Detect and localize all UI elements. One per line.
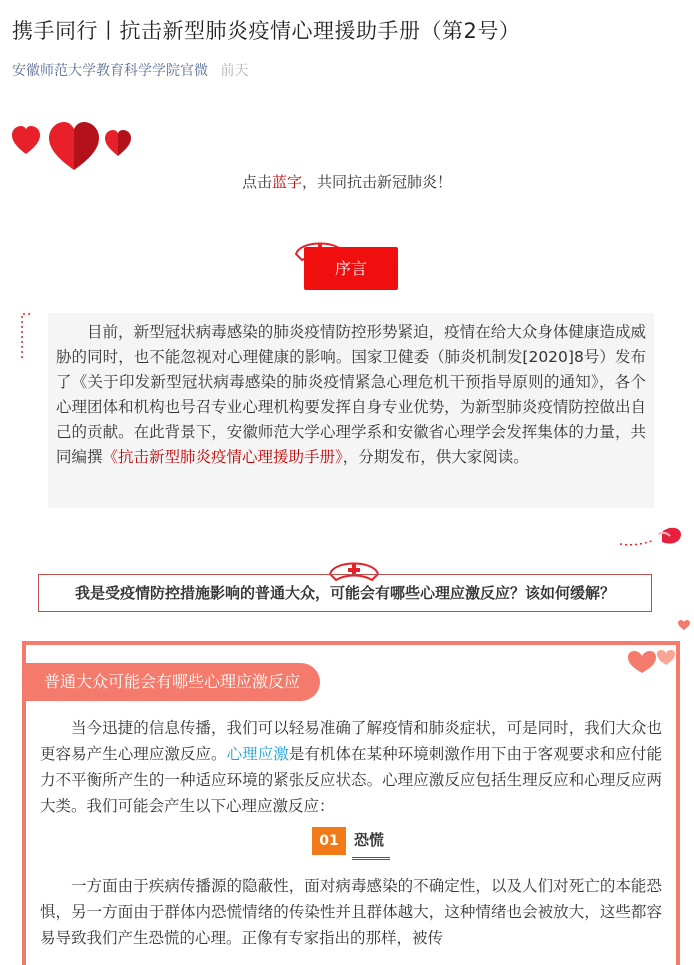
preface-label: 序言 xyxy=(304,247,398,290)
article-meta xyxy=(12,60,248,82)
item-number-badge: 01 xyxy=(312,827,346,855)
follow-suffix: ，共同抗击新冠肺炎！ xyxy=(302,173,453,191)
item-title: 恐慌 xyxy=(354,831,385,849)
article-title: 携手同行丨抗击新型肺炎疫情心理援助手册（第2号） xyxy=(12,19,521,43)
intro-text-before: 目前，新型冠状病毒感染的肺炎疫情防控形势紧迫，疫情在给大众身体健康造成威胁的同时，也不能忽视对心理健康的影响。国家卫健委（肺炎机制发[2020]8号）发布了《关于印发新型冠状病毒感染的肺炎疫情紧急心理危机干预指导原则的通知》，各个心理团体和机构也号召专业心理机构要发挥自身专业优势，为新型肺炎疫情防控做出自己的贡献。在此背景下，安徽师范大学心理学系和安徽省心理学会发挥集体的力量，共同编撰 xyxy=(56,323,646,466)
intro-highlight: 《抗击新型肺炎疫情心理援助手册》 xyxy=(102,448,343,466)
intro-box xyxy=(48,313,654,508)
item-title-underline xyxy=(352,857,390,860)
follow-prefix: 点击 xyxy=(241,173,272,191)
heart-trail-decoration xyxy=(618,524,684,550)
heart-icon-left xyxy=(12,126,40,154)
question-banner: 我是受疫情防控措施影响的普通大众，可能会有哪些心理应激反应？该如何缓解？ xyxy=(38,574,652,612)
para1-term: 心理应激 xyxy=(226,745,289,763)
content-box xyxy=(22,641,680,965)
section-paragraph-1 xyxy=(40,715,662,819)
intro-paragraph xyxy=(56,320,646,470)
follow-link[interactable]: 蓝字 xyxy=(271,173,302,191)
heart-icon-center xyxy=(49,122,99,170)
author-link[interactable]: 安徽师范大学教育科学学院官微 xyxy=(12,63,208,79)
publish-date: 前天 xyxy=(220,63,249,79)
hearts-decoration xyxy=(10,118,140,174)
box-hearts-icon xyxy=(624,645,680,675)
small-heart-icon xyxy=(677,619,691,631)
follow-prompt xyxy=(0,170,694,194)
section-paragraph-2: 一方面由于疾病传播源的隐蔽性，面对病毒感染的不确定性，以及人们对死亡的本能恐惧，另一方面由于群体内恐慌情绪的传染性并且群体越大，这种情绪也会被放大，这些都容易导致我们产生恐慌的心理。正像有专家指出的那样，被传 xyxy=(40,877,662,947)
section-heading: 普通大众可能会有哪些心理应激反应 xyxy=(26,663,320,701)
para1-before: 当今迅捷的信息传播，我们可以轻易准确了解疫情和肺炎症状，可是同时，我们大众也更容易产生心理应激反应。 xyxy=(40,719,662,763)
heart-icon-right xyxy=(105,130,131,156)
intro-text-after: ，分期发布，供大家阅读。 xyxy=(342,448,529,466)
dotted-corner-decoration xyxy=(18,312,34,362)
para1-after: 是有机体在某种环境刺激作用下由于客观要求和应付能力不平衡所产生的一种适应环境的紧张反应状态。心理应激反应包括生理反应和心理反应两大类。我们可能会产生以下心理应激反应： xyxy=(40,745,662,815)
